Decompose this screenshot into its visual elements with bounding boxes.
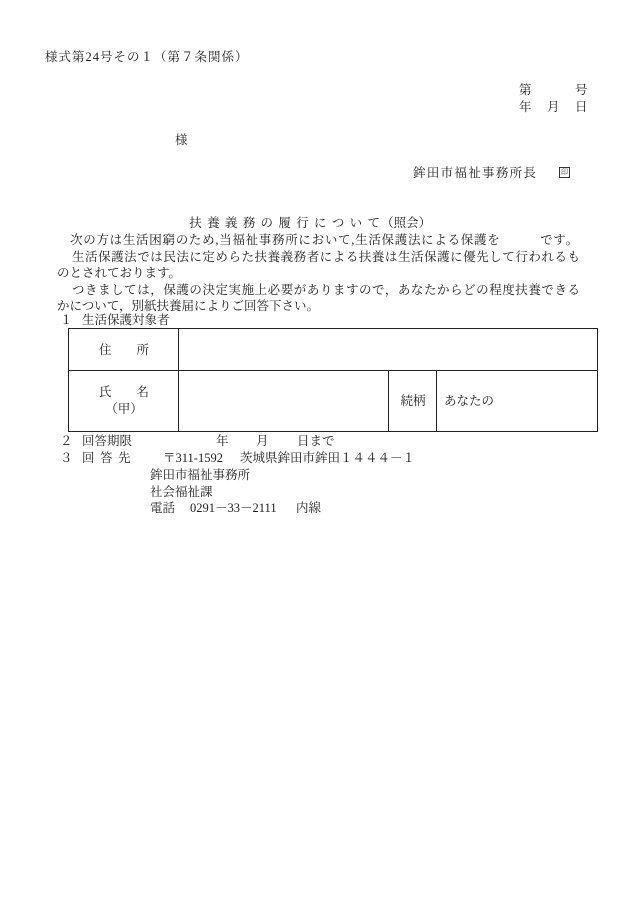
relation-value-cell	[437, 371, 597, 431]
recipient-table	[68, 328, 598, 432]
deadline-month-label: 月	[256, 434, 269, 448]
name-label: 氏 名	[98, 385, 149, 399]
address-value-cell	[179, 329, 597, 371]
section3-number: ３	[60, 451, 73, 465]
section2-number: ２	[60, 434, 73, 448]
deadline-day-label: 日まで	[297, 434, 335, 448]
section2-heading: 回答期限	[82, 434, 133, 448]
section1-heading: 生活保護対象者	[82, 313, 170, 327]
form-number: 様式第24号その１（第７条関係）	[45, 50, 249, 64]
postal-code: 〒311-1592	[163, 451, 223, 465]
body-line: つきましては，保護の決定実施上必要がありますので，あなたからどの程度扶養できる	[72, 283, 580, 297]
body-line: のとされております。	[57, 266, 182, 280]
extension-label: 内線	[296, 501, 322, 515]
document-title-suffix: （照会）	[381, 216, 432, 230]
name-value-cell	[179, 371, 389, 431]
document-title	[183, 199, 431, 231]
document-number: 第 号	[519, 83, 590, 97]
sender-title: 鉾田市福祉事務所長	[413, 166, 538, 180]
address-label: 住 所	[98, 342, 149, 357]
issue-date: 年 月 日	[519, 100, 590, 114]
seal-stamp: 印	[561, 168, 568, 176]
body-line: 生活保護法では民法に定めらた扶養義務者による扶養は生活保護に優先して行われるも	[72, 250, 580, 264]
document-title-main: 扶 養 義 務 の 履 行 に つ い て	[189, 216, 382, 230]
relation-label: 続柄	[400, 393, 426, 408]
reply-address: 茨城県鉾田市鉾田１４４４－１	[240, 451, 416, 465]
addressee-honorific: 様	[175, 133, 188, 147]
phone-number: 0291－33－2111	[190, 501, 277, 515]
relation-label-cell	[389, 371, 437, 431]
body-line: かについて，別紙扶養届によりご回答下さい。	[57, 299, 320, 313]
name-note: （甲）	[105, 402, 143, 416]
phone-label: 電話	[150, 501, 176, 515]
reply-department: 社会福祉課	[150, 485, 213, 499]
section1-number: １	[60, 313, 73, 327]
relation-value: あなたの	[444, 393, 495, 408]
name-label-cell	[69, 371, 179, 431]
body-line: 次の方は生活困窮のため,当福祉事務所において,生活保護法による保護を です。	[70, 233, 578, 247]
section3-heading: 回 答 先	[82, 451, 132, 465]
deadline-year-label: 年	[216, 434, 229, 448]
reply-office: 鉾田市福祉事務所	[150, 468, 251, 482]
address-label-cell	[69, 329, 179, 371]
